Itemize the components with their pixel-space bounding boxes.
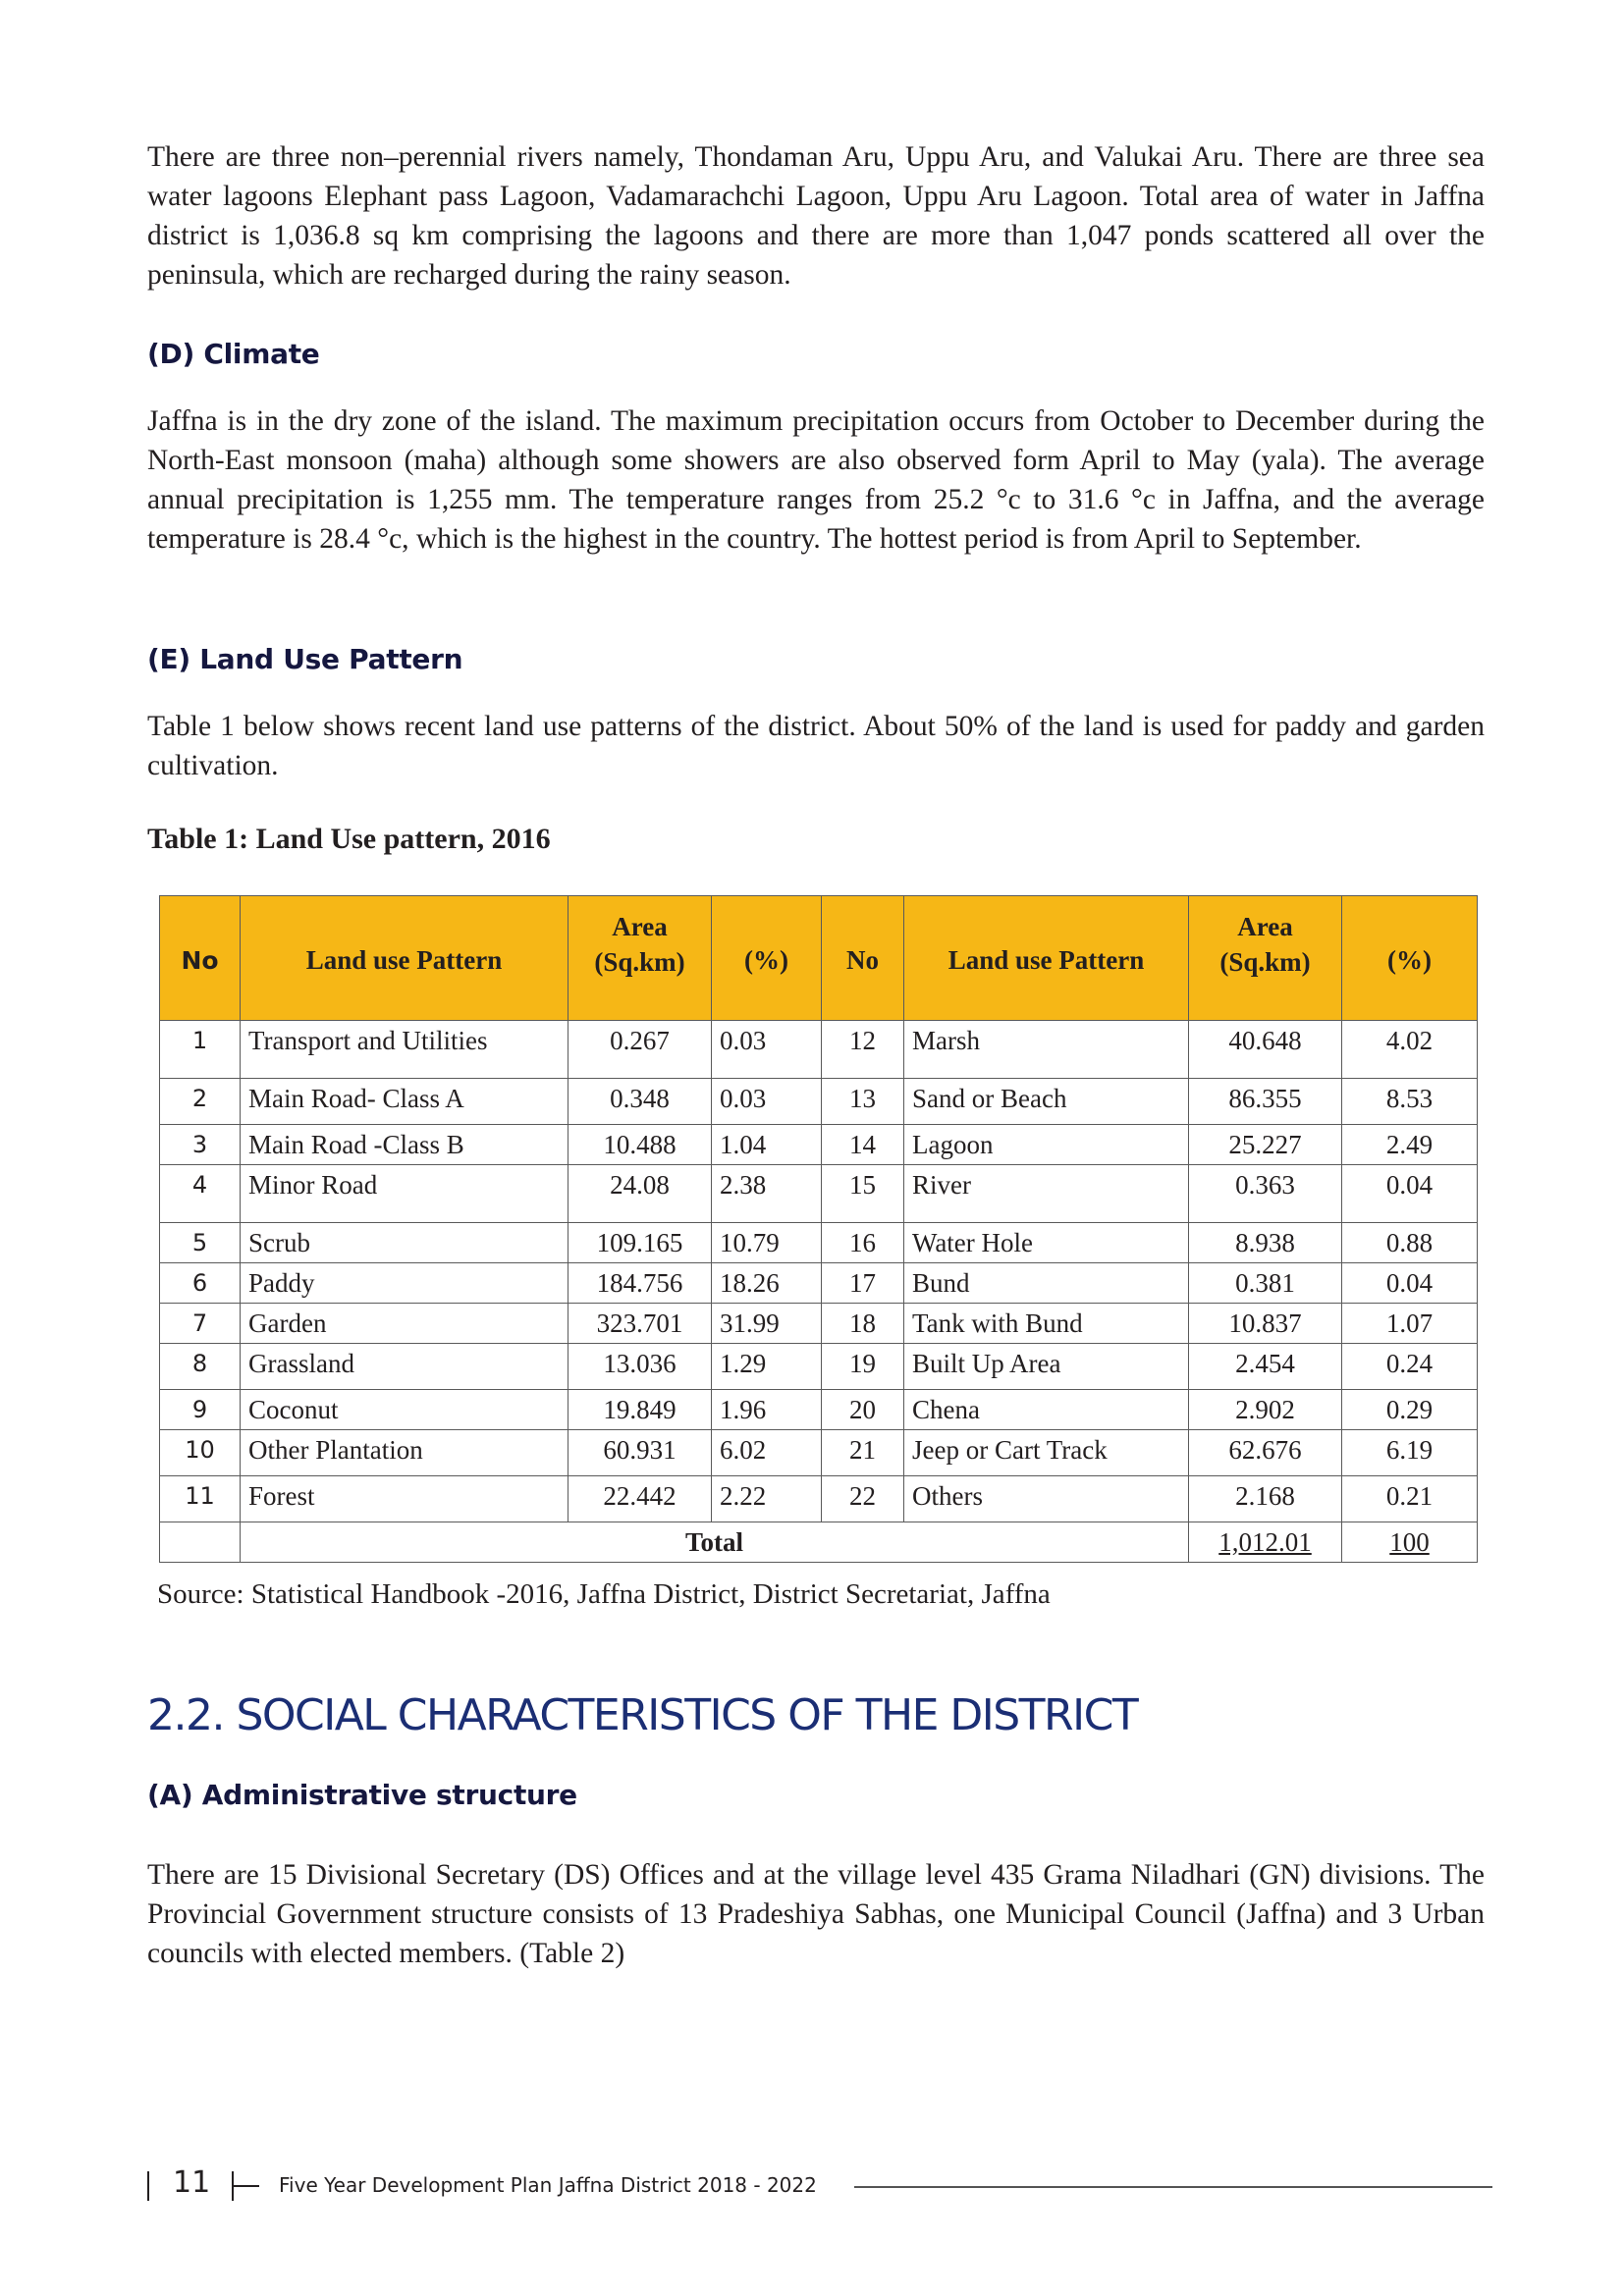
footer-title: Five Year Development Plan Jaffna District 2018 - 2022 [279,2173,817,2197]
row-no: 10 [160,1430,241,1476]
row-no: 16 [822,1223,904,1263]
row-area: 13.036 [568,1344,712,1390]
row-area: 19.849 [568,1390,712,1430]
row-pattern: Sand or Beach [904,1079,1189,1125]
row-area: 109.165 [568,1223,712,1263]
header-pct-2: (%) [1342,896,1478,1021]
row-pattern: Grassland [241,1344,568,1390]
row-pattern: Bund [904,1263,1189,1304]
row-no: 1 [160,1021,241,1079]
row-pct: 18.26 [712,1263,822,1304]
row-no: 19 [822,1344,904,1390]
table-row [160,1021,1478,1079]
table-source: Source: Statistical Handbook -2016, Jaffna District, District Secretariat, Jaffna [157,1578,1051,1610]
row-pct: 0.04 [1342,1165,1478,1223]
row-no: 9 [160,1390,241,1430]
row-area: 0.381 [1189,1263,1342,1304]
row-pattern: Tank with Bund [904,1304,1189,1344]
total-label: Total [241,1522,1189,1563]
total-area: 1,012.01 [1189,1522,1342,1563]
row-pattern: Main Road- Class A [241,1079,568,1125]
row-pattern: Paddy [241,1263,568,1304]
row-area: 2.168 [1189,1476,1342,1522]
row-area: 40.648 [1189,1021,1342,1079]
row-area: 323.701 [568,1304,712,1344]
row-pattern: Built Up Area [904,1344,1189,1390]
header-pattern-1: Land use Pattern [241,896,568,1021]
table-row [160,1165,1478,1223]
row-no: 17 [822,1263,904,1304]
row-pct: 1.07 [1342,1304,1478,1344]
intro-paragraph: There are three non–perennial rivers namely, Thondaman Aru, Uppu Aru, and Valukai Aru. There are three sea water lagoons Elephant pass Lagoon, Vadamarachchi Lagoon, Uppu Aru Lagoon. Total area of water in Jaffna district is 1,036.8 sq km comprising the lagoons and there are more than 1,047 ponds scattered all over the peninsula, which are recharged during the rainy season. [147,141,1485,291]
row-area: 86.355 [1189,1079,1342,1125]
row-pattern: Water Hole [904,1223,1189,1263]
row-no: 11 [160,1476,241,1522]
row-area: 24.08 [568,1165,712,1223]
row-no: 22 [822,1476,904,1522]
row-pct: 0.88 [1342,1223,1478,1263]
land-use-paragraph: Table 1 below shows recent land use patterns of the district. About 50% of the land is used for paddy and garden cultivation. [147,711,1485,781]
section-title: 2.2. SOCIAL CHARACTERISTICS OF THE DISTRICT [147,1690,1138,1740]
row-pct: 4.02 [1342,1021,1478,1079]
row-area: 22.442 [568,1476,712,1522]
row-no: 12 [822,1021,904,1079]
row-area: 25.227 [1189,1125,1342,1165]
row-pattern: Other Plantation [241,1430,568,1476]
row-area: 62.676 [1189,1430,1342,1476]
row-pattern: Forest [241,1476,568,1522]
row-area: 10.837 [1189,1304,1342,1344]
row-pattern: Marsh [904,1021,1189,1079]
climate-paragraph: Jaffna is in the dry zone of the island. The maximum precipitation occurs from October to December during the North-East monsoon (maha) although some showers are also observed form April to May (yala). The average annual precipitation is 1,255 mm. The temperature ranges from 25.2 °c to 31.6 °c in Jaffna, and the average temperature is 28.4 °c, which is the highest in the country. The hottest period is from April to September. [147,405,1485,555]
row-no: 3 [160,1125,241,1165]
row-area: 2.902 [1189,1390,1342,1430]
row-pct: 31.99 [712,1304,822,1344]
footer-divider [147,2171,149,2201]
row-pct: 0.29 [1342,1390,1478,1430]
row-pct: 0.03 [712,1079,822,1125]
row-pct: 1.29 [712,1344,822,1390]
row-area: 0.363 [1189,1165,1342,1223]
table-row [160,1263,1478,1304]
admin-structure-heading: (A) Administrative structure [147,1779,577,1811]
header-area-2: Area (Sq.km) [1189,896,1342,1021]
row-pattern: Jeep or Cart Track [904,1430,1189,1476]
row-pattern: Main Road -Class B [241,1125,568,1165]
admin-structure-paragraph: There are 15 Divisional Secretary (DS) Offices and at the village level 435 Grama Niladhari (GN) divisions. The Provincial Government structure consists of 13 Pradeshiya Sabhas, one Municipal Council (Jaffna) and 3 Urban councils with elected members. (Table 2) [147,1859,1485,1969]
row-pct: 0.24 [1342,1344,1478,1390]
row-no: 21 [822,1430,904,1476]
table-row [160,1476,1478,1522]
row-area: 2.454 [1189,1344,1342,1390]
row-pct: 6.19 [1342,1430,1478,1476]
row-no: 14 [822,1125,904,1165]
page-footer [147,2167,1492,2207]
row-no: 20 [822,1390,904,1430]
row-pct: 2.38 [712,1165,822,1223]
row-pct: 8.53 [1342,1079,1478,1125]
table-total-row [160,1522,1478,1563]
footer-rule [854,2186,1492,2188]
header-no-1: No [160,896,241,1021]
row-area: 10.488 [568,1125,712,1165]
header-area-1: Area (Sq.km) [568,896,712,1021]
table-row [160,1223,1478,1263]
header-pattern-2: Land use Pattern [904,896,1189,1021]
row-pct: 6.02 [712,1430,822,1476]
page-number: 11 [173,2165,211,2200]
row-area: 8.938 [1189,1223,1342,1263]
table-row [160,1079,1478,1125]
row-pattern: Others [904,1476,1189,1522]
row-pct: 0.04 [1342,1263,1478,1304]
table-caption: Table 1: Land Use pattern, 2016 [147,823,551,855]
total-empty-cell [160,1522,241,1563]
row-pct: 10.79 [712,1223,822,1263]
row-no: 7 [160,1304,241,1344]
total-pct: 100 [1342,1522,1478,1563]
row-pattern: Scrub [241,1223,568,1263]
table-row [160,1344,1478,1390]
table-row [160,1430,1478,1476]
row-area: 0.267 [568,1021,712,1079]
row-no: 2 [160,1079,241,1125]
row-no: 4 [160,1165,241,1223]
row-no: 13 [822,1079,904,1125]
row-area: 0.348 [568,1079,712,1125]
row-pattern: Coconut [241,1390,568,1430]
row-pattern: Minor Road [241,1165,568,1223]
row-no: 6 [160,1263,241,1304]
row-pattern: Garden [241,1304,568,1344]
row-pct: 2.49 [1342,1125,1478,1165]
row-pattern: Chena [904,1390,1189,1430]
row-no: 8 [160,1344,241,1390]
table-row [160,1390,1478,1430]
row-pct: 1.04 [712,1125,822,1165]
header-no-2: No [822,896,904,1021]
row-no: 18 [822,1304,904,1344]
row-pct: 0.03 [712,1021,822,1079]
row-pct: 1.96 [712,1390,822,1430]
land-use-heading: (E) Land Use Pattern [147,643,463,675]
footer-tick [234,2185,259,2187]
row-pattern: Transport and Utilities [241,1021,568,1079]
header-pct-1: (%) [712,896,822,1021]
row-pct: 2.22 [712,1476,822,1522]
row-pct: 0.21 [1342,1476,1478,1522]
table-row [160,1125,1478,1165]
row-pattern: Lagoon [904,1125,1189,1165]
row-no: 5 [160,1223,241,1263]
climate-heading: (D) Climate [147,338,320,370]
row-area: 60.931 [568,1430,712,1476]
row-no: 15 [822,1165,904,1223]
table-header-row [160,896,1478,1021]
row-pattern: River [904,1165,1189,1223]
row-area: 184.756 [568,1263,712,1304]
land-use-table [159,895,1478,1563]
table-row [160,1304,1478,1344]
